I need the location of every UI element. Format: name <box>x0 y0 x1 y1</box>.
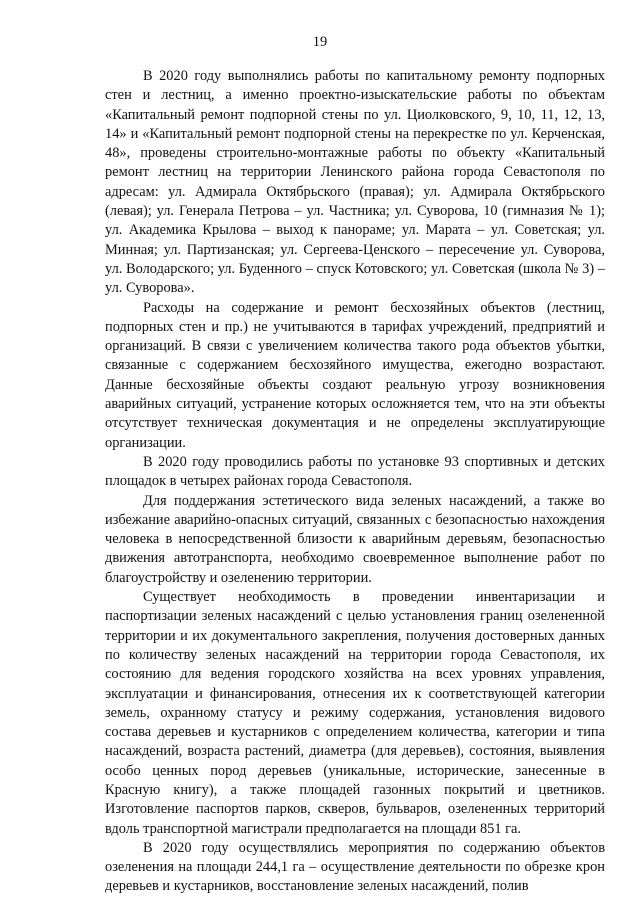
paragraph-green-plantings-inventory: Существует необходимость в проведении инвентаризации и паспортизации зеленых насаждений с целью установления границ озелененной территории и их документального закрепления, получения достоверных данных по количеству зеленых насаждений на территории города Севастополя, их состоянию для ведения городского хозяйства на всех уровнях управления, эксплуатации и финансирования, отнесения их к соответствующей категории земель, охранному статусу и режиму содержания, установления видового состава деревьев и кустарников с определением количества, категории и типа насаждений, возраста растений, диаметра (для деревьев), состояния, выявления особо ценных пород деревьев (уникальные, исторические, занесенные в Красную книгу), а также площадей газонных покрытий и цветников. Изготовление паспортов парков, скверов, бульваров, озелененных территорий вдоль транспортной магистрали предполагается на площади 851 га. <box>105 589 605 837</box>
paragraph-retaining-walls-repair: В 2020 году выполнялись работы по капитальному ремонту подпорных стен и лестниц, а именно проектно-изыскательские работы по объектам «Капитальный ремонт подпорной стены по ул. Циолковского, 9, 10, 11, 12, 13, 14» и «Капитальный ремонт подпорной стены на перекрестке по ул. Керченская, 48», проведены строительно-монтажные работы по объекту «Капитальный ремонт лестниц на территории Ленинского района города Севастополя по адресам: ул. Адмирала Октябрьского (правая); ул. Адмирала Октябрьского (левая); ул. Генерала Петрова – ул. Частника; ул. Суворова, 10 (гимназия № 1); ул. Академика Крылова – выход к панораме; ул. Марата – ул. Советская; ул. Минная; ул. Партизанская; ул. Сергеева-Ценского – пересечение ул. Суворова, ул. Володарского; ул. Буденного – спуск Котовского; ул. Советская (школа № 3) – ул. Суворова». <box>105 68 605 297</box>
paragraph-ownerless-objects-costs: Расходы на содержание и ремонт бесхозяйных объектов (лестниц, подпорных стен и пр.) не учитываются в тарифах учреждений, предприятий и организаций. В связи с увеличением количества такого рода объектов убытки, связанные с содержанием бесхозяйного имущества, ежегодно возрастают. Данные бесхозяйные объекты создают реальную угрозу возникновения аварийных ситуаций, устранение которых осложняется тем, что на эти объекты отсутствует техническая документация и не определены эксплуатирующие организации. <box>105 299 605 451</box>
paragraph-landscaping-activities: В 2020 году осуществлялись мероприятия по содержанию объектов озеленения на площади 244,1 га – осуществление деятельности по обрезке крон деревьев и кустарников, восстановление зеленых насаждений, полив <box>105 839 605 895</box>
paragraph-green-plantings-maintenance: Для поддержания эстетического вида зеленых насаждений, а также во избежание аварийно-опасных ситуаций, связанных с безопасностью нахождения человека в непосредственной близости к аварийным деревьям, безопасностью движения автотранспорта, необходимо своевременное выполнение работ по благоустройству и озеленению территории. <box>105 492 605 586</box>
paragraph-playgrounds-installation: В 2020 году проводились работы по установке 93 спортивных и детских площадок в четырех районах города Севастополя. <box>105 453 605 490</box>
page-number: 19 <box>312 34 328 50</box>
document-body <box>105 67 605 897</box>
